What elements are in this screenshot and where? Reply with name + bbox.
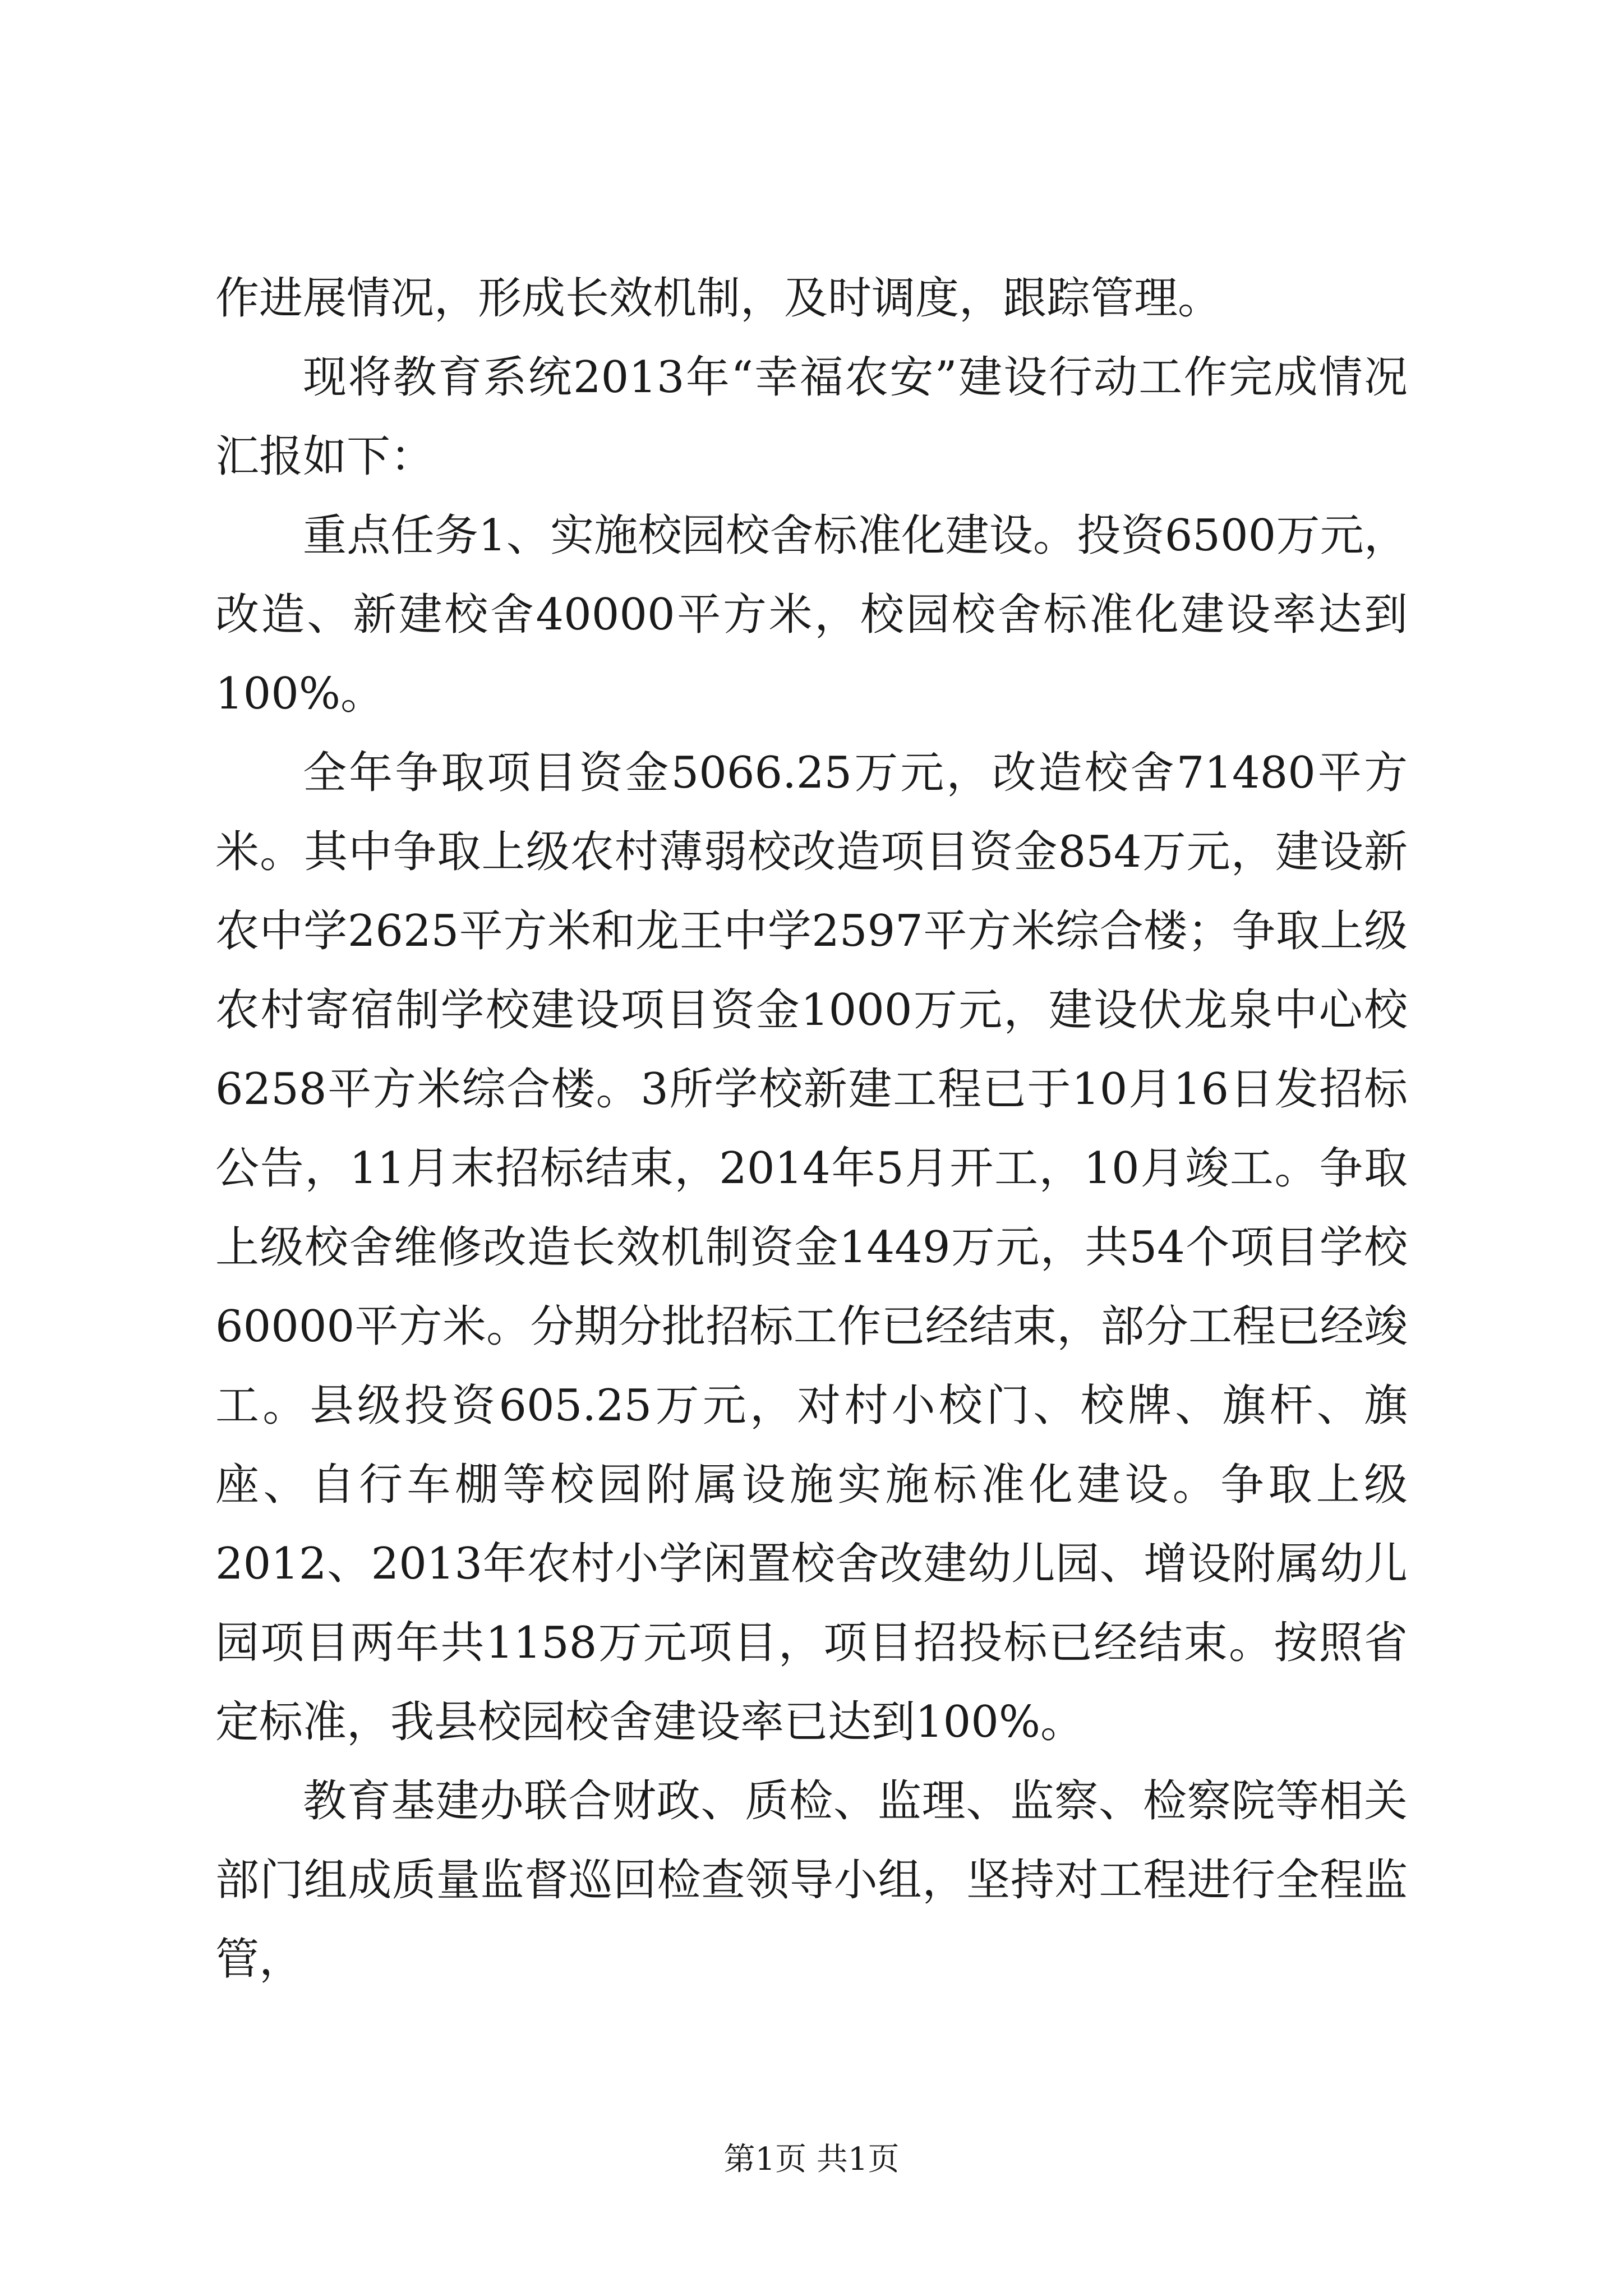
paragraph: 全年争取项目资金5066.25万元，改造校舍71480平方米。其中争取上级农村薄弱校改造项目资金854万元，建设新农中学2625平方米和龙王中学2597平方米综合楼；争取上级农村寄宿制学校建设项目资金1000万元，建设伏龙泉中心校6258平方米综合楼。3所学校新建工程已于10月16日发招标公告，11月末招标结束，2014年5月开工，10月竣工。争取上级校舍维修改造长效机制资金1449万元，共54个项目学校60000平方米。分期分批招标工作已经结束，部分工程已经竣工。县级投资605.25万元，对村小校门、校牌、旗杆、旗座、自行车棚等校园附属设施实施标准化建设。争取上级2012、2013年农村小学闲置校舍改建幼儿园、增设附属幼儿园项目两年共1158万元项目，项目招投标已经结束。按照省定标准，我县校园校舍建设率已达到100%。 <box>215 748 1408 1747</box>
paragraph: 现将教育系统2013年“幸福农安”建设行动工作完成情况汇报如下： <box>215 352 1408 482</box>
paragraph: 教育基建办联合财政、质检、监理、监察、检察院等相关部门组成质量监督巡回检查领导小组，坚持对工程进行全程监管， <box>215 1776 1408 1985</box>
page-footer <box>0 2140 1623 2179</box>
paragraph: 重点任务1、实施校园校舍标准化建设。投资6500万元，改造、新建校舍40000平方米，校园校舍标准化建设率达到100%。 <box>215 510 1408 719</box>
document-body <box>215 259 1408 1999</box>
paragraph: 作进展情况，形成长效机制，及时调度，跟踪管理。 <box>215 273 1222 324</box>
page-number-label: 第1页 共1页 <box>723 2141 900 2178</box>
